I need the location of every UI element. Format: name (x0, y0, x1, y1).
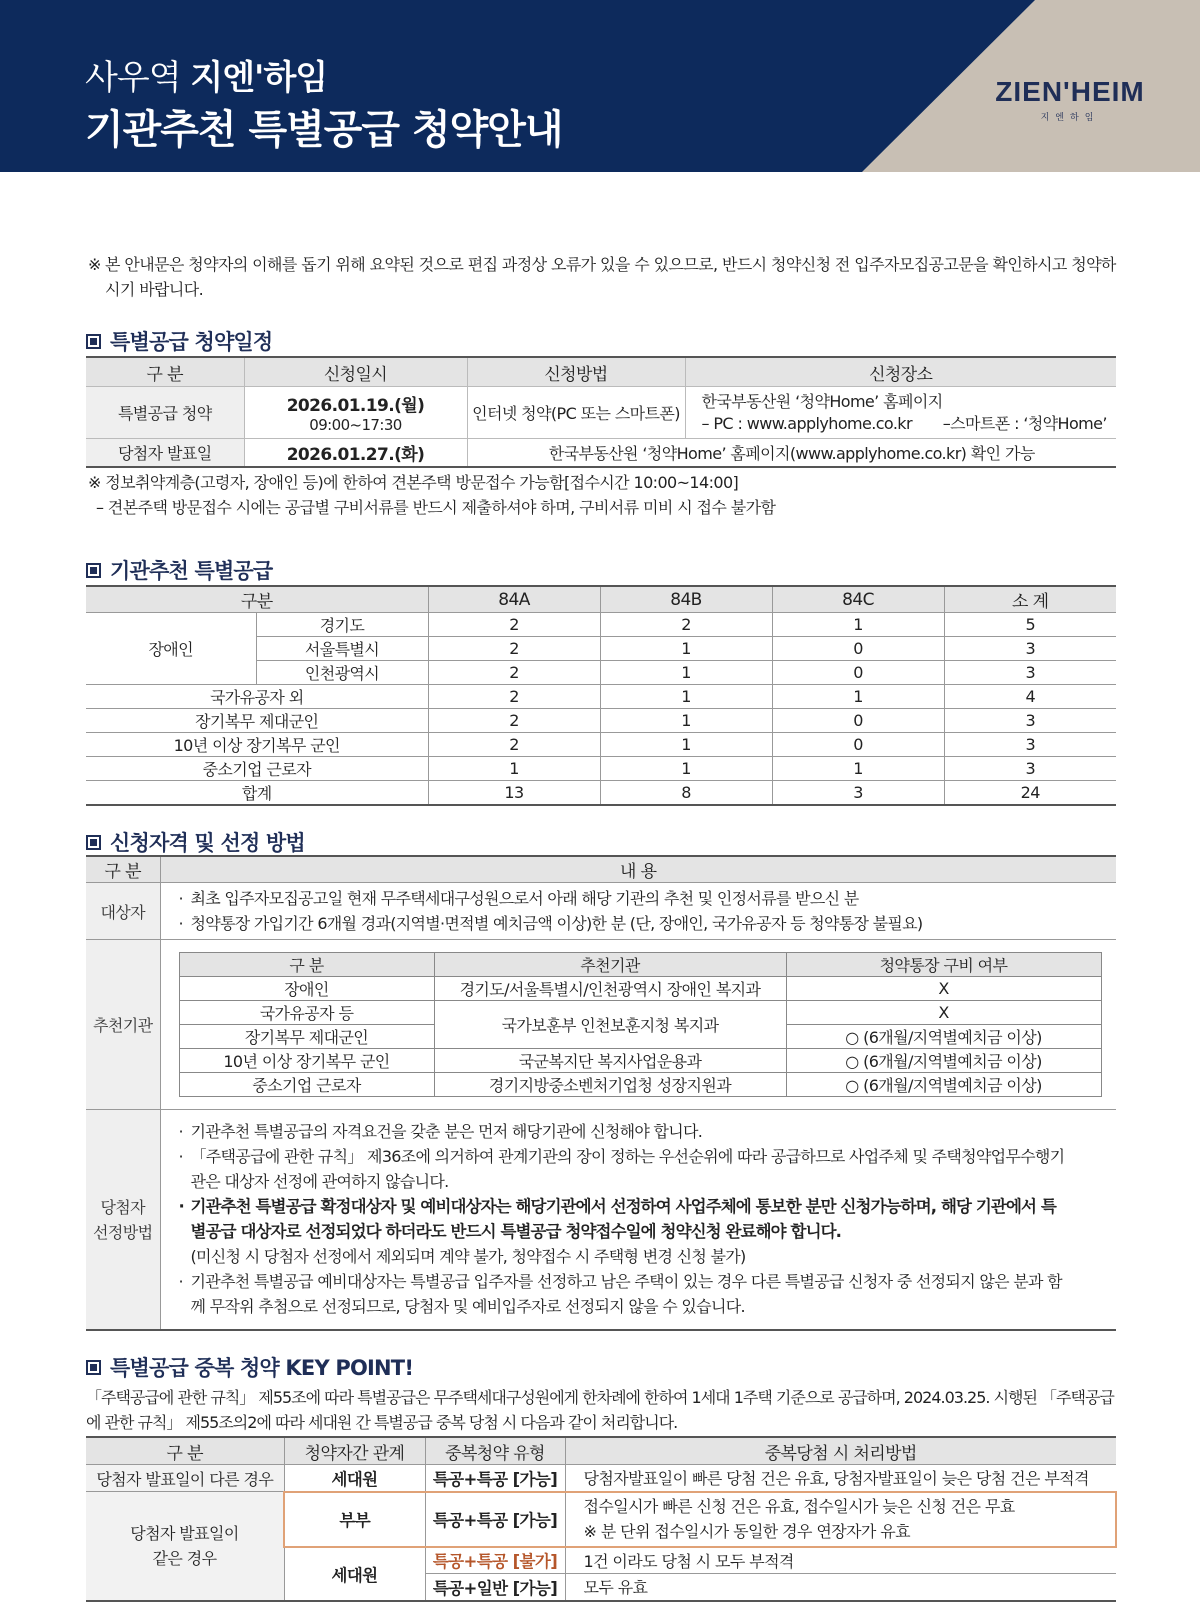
col-header: 소 계 (944, 586, 1116, 613)
target-list (161, 886, 1117, 936)
table-row (86, 613, 1116, 637)
cell-value: 1 (600, 757, 772, 781)
keypoint-intro: 「주택공급에 관한 규칙」 제55조에 따라 특별공급은 무주택세대구성원에게 한차례에 한하여 1세대 1주택 기준으로 공급하며, 2024.03.25. 시행된 「주택공급에 관한 규칙」 제55조의2에 따라 세대원 간 특별공급 중복 당첨 시 다음과 같이 처리합니다. (86, 1388, 1114, 1432)
col-header: 신청방법 (467, 357, 685, 387)
notice-mark: ※ (88, 255, 101, 274)
cell-value: 3 (944, 709, 1116, 733)
apply-datetime-cell (244, 387, 467, 439)
table-row (86, 757, 1116, 781)
schedule-footnote (88, 470, 775, 520)
case-label: 당첨자 발표일이 같은 경우 (86, 1492, 284, 1601)
qualification-table (86, 855, 1116, 1331)
relation-cell: 세대원 (284, 1465, 425, 1492)
section-title: 특별공급 중복 청약 KEY POINT! (110, 1356, 414, 1380)
cell-value: 1 (600, 733, 772, 757)
case-label: 당첨자 발표일이 다른 경우 (86, 1465, 284, 1492)
square-bullet-icon (86, 1360, 101, 1375)
cell-value: 3 (944, 661, 1116, 685)
cell-account: ○ (6개월/지역별예치금 이상) (786, 1025, 1101, 1049)
col-header: 중복당첨 시 처리방법 (565, 1437, 1116, 1465)
cell-value: 0 (772, 661, 944, 685)
cell-value: 2 (428, 661, 600, 685)
apply-place-line: 한국부동산원 ‘청약Home’ 홈페이지 (701, 391, 943, 411)
schedule-table (86, 356, 1116, 468)
apply-time: 09:00~17:30 (309, 416, 402, 434)
section-title: 신청자격 및 선정 방법 (110, 831, 305, 855)
square-bullet-icon (86, 563, 101, 578)
col-header: 구 분 (179, 953, 434, 977)
cell-agency: 국가보훈부 인천보훈지청 복지과 (434, 1001, 786, 1049)
row-label (86, 1110, 160, 1331)
cell-value: 3 (944, 757, 1116, 781)
cell-agency: 경기도/서울특별시/인천광역시 장애인 복지과 (434, 977, 786, 1001)
cell-agency: 경기지방중소벤처기업청 성장지원과 (434, 1073, 786, 1097)
cell-type: 10년 이상 장기복무 군인 (179, 1049, 434, 1073)
section-heading-qualification (86, 827, 305, 857)
keypoint-table (86, 1436, 1117, 1602)
apply-method: 인터넷 청약(PC 또는 스마트폰) (467, 387, 685, 439)
cell-value: 2 (428, 733, 600, 757)
square-bullet-icon (86, 835, 101, 850)
method-cell: 모두 유효 (565, 1574, 1116, 1601)
announce-date: 2026.01.27.(화) (244, 439, 467, 467)
apply-date: 2026.01.19.(월) (286, 396, 425, 416)
col-header: 청약자간 관계 (284, 1437, 425, 1465)
row-label: 대상자 (86, 883, 160, 940)
cell-value: 13 (428, 781, 600, 806)
col-header: 구 분 (86, 1437, 284, 1465)
row-label: 장기복무 제대군인 (86, 709, 428, 733)
cell-value: 3 (944, 637, 1116, 661)
list-item: · 기관추천 특별공급의 자격요건을 갖춘 분은 먼저 해당기관에 신청해야 합니다. (179, 1119, 1067, 1144)
table-row (179, 977, 1101, 1001)
footnote-line: – 견본주택 방문접수 시에는 공급별 구비서류를 반드시 제출하셔야 하며, 구비서류 미비 시 접수 불가함 (96, 498, 776, 517)
cell-value: 5 (944, 613, 1116, 637)
cell-value: 1 (772, 613, 944, 637)
region-label: 인천광역시 (256, 661, 428, 685)
section-title: 특별공급 청약일정 (110, 330, 273, 354)
col-header: 신청일시 (244, 357, 467, 387)
row-label: 중소기업 근로자 (86, 757, 428, 781)
selection-content (160, 1110, 1116, 1331)
title-prefix: 사우역 (85, 58, 181, 98)
col-header: 구 분 (86, 856, 160, 883)
relation-cell: 세대원 (284, 1547, 425, 1601)
row-label-line: 당첨자 (100, 1197, 146, 1217)
col-header: 84B (600, 586, 772, 613)
cell-type: 국가유공자 등 (179, 1001, 434, 1025)
row-label: 국가유공자 외 (86, 685, 428, 709)
cell-value: 2 (428, 685, 600, 709)
cell-value: 2 (428, 637, 600, 661)
brand-logo (985, 76, 1155, 123)
type-cell: 특공+특공 [불가] (425, 1547, 565, 1574)
col-header: 84A (428, 586, 600, 613)
row-label: 10년 이상 장기복무 군인 (86, 733, 428, 757)
list-item: · 「주택공급에 관한 규칙」 제36조에 의거하여 관계기관의 장이 정하는 우선순위에 따라 공급하므로 사업주체 및 주택청약업무수행기관은 대상자 선정에 관여하지 않습니다. (179, 1144, 1067, 1194)
col-header: 구분 (86, 586, 428, 613)
supply-table (86, 585, 1116, 806)
header-banner (0, 0, 1200, 172)
section-heading-schedule (86, 326, 272, 356)
list-note: (미신청 시 당첨자 선정에서 제외되며 계약 불가, 청약접수 시 주택형 변경 신청 불가) (190, 1247, 746, 1266)
table-row (179, 1073, 1101, 1097)
table-row (86, 685, 1116, 709)
square-bullet-icon (86, 334, 101, 349)
region-label: 서울특별시 (256, 637, 428, 661)
row-label: 특별공급 청약 (86, 387, 244, 439)
apply-place-urls: – PC : www.applyhome.co.kr –스마트폰 : ‘청약Home’ (701, 413, 1107, 433)
cell-type: 장애인 (179, 977, 434, 1001)
method-cell: 1건 이라도 당첨 시 모두 부적격 (565, 1547, 1116, 1574)
title-name: 지엔'하임 (190, 58, 328, 98)
cell-value: 3 (944, 733, 1116, 757)
table-row (86, 709, 1116, 733)
row-label-line: 선정방법 (93, 1222, 153, 1242)
table-row (179, 1001, 1101, 1025)
title-line-1 (85, 50, 327, 99)
cell-value: 0 (772, 733, 944, 757)
page-title: 기관추천 특별공급 청약안내 (85, 107, 563, 153)
cell-value: 24 (944, 781, 1116, 806)
table-row (86, 733, 1116, 757)
row-label: 당첨자 발표일 (86, 439, 244, 467)
method-line: ※ 분 단위 접수일시가 동일한 경우 연장자가 유효 (583, 1522, 910, 1541)
cell-account: ○ (6개월/지역별예치금 이상) (786, 1073, 1101, 1097)
method-cell: 당첨자발표일이 빠른 당첨 건은 유효, 당첨자발표일이 늦은 당첨 건은 부적격 (565, 1465, 1116, 1492)
cell-value: 0 (772, 709, 944, 733)
cell-value: 4 (944, 685, 1116, 709)
col-header: 중복청약 유형 (425, 1437, 565, 1465)
method-line: 접수일시가 빠른 신청 건은 유효, 접수일시가 늦은 신청 건은 무효 (583, 1497, 1015, 1516)
type-cell: 특공+특공 [가능] (425, 1492, 565, 1547)
section-heading-supply (86, 555, 272, 585)
target-content (160, 883, 1116, 940)
logo-subtext: 지엔하임 (1040, 113, 1100, 123)
list-item: · 최초 입주자모집공고일 현재 무주택세대구성원으로서 아래 해당 기관의 추천 및 인정서류를 받으신 분 (179, 886, 1117, 911)
col-header: 신청장소 (685, 357, 1116, 387)
table-row (179, 1049, 1101, 1073)
agency-table (179, 952, 1102, 1097)
agency-content (160, 940, 1116, 1110)
list-item: · 기관추천 특별공급 예비대상자는 특별공급 입주자를 선정하고 남은 주택이 있는 경우 다른 특별공급 신청자 중 선정되지 않은 분과 함께 무작위 추첨으로 선정되므로, 당첨자 및 예비입주자로 선정되지 않을 수 있습니다. (179, 1269, 1067, 1319)
cell-value: 1 (600, 709, 772, 733)
list-item: · 청약통장 가입기간 6개월 경과(지역별·면적별 예치금액 이상)한 분 (단, 장애인, 국가유공자 등 청약통장 불필요) (179, 911, 1117, 936)
apply-place-cell (685, 387, 1116, 439)
cell-account: ○ (6개월/지역별예치금 이상) (786, 1049, 1101, 1073)
section-heading-keypoint (86, 1352, 413, 1382)
type-cell: 특공+일반 [가능] (425, 1574, 565, 1601)
announce-info: 한국부동산원 ‘청약Home’ 홈페이지(www.applyhome.co.kr) 확인 가능 (467, 439, 1116, 467)
cell-value: 8 (600, 781, 772, 806)
cell-value: 2 (600, 613, 772, 637)
cell-value: 1 (772, 685, 944, 709)
cell-value: 1 (428, 757, 600, 781)
relation-cell: 부부 (284, 1492, 425, 1547)
cell-value: 0 (772, 637, 944, 661)
selection-list (161, 1119, 1117, 1319)
col-header: 84C (772, 586, 944, 613)
cell-account: X (786, 1001, 1101, 1025)
cell-value: 1 (600, 661, 772, 685)
cell-type: 장기복무 제대군인 (179, 1025, 434, 1049)
section-title: 기관추천 특별공급 (110, 559, 273, 583)
method-cell (565, 1492, 1116, 1547)
region-label: 경기도 (256, 613, 428, 637)
row-label: 추천기관 (86, 940, 160, 1110)
cell-value: 3 (772, 781, 944, 806)
col-header: 구 분 (86, 357, 244, 387)
notice (88, 252, 1118, 302)
cell-value: 1 (600, 637, 772, 661)
row-label: 합계 (86, 781, 428, 806)
cell-value: 1 (772, 757, 944, 781)
cell-account: X (786, 977, 1101, 1001)
total-row (86, 781, 1116, 806)
col-header: 추천기관 (434, 953, 786, 977)
list-item-emphasis: · 기관추천 특별공급 확정대상자 및 예비대상자는 해당기관에서 선정하여 사업주체에 통보한 분만 신청가능하며, 해당 기관에서 특별공급 대상자로 선정되었다 하더라도 반드시 특별공급 청약접수일에 청약신청 완료해야 합니다. (179, 1194, 1067, 1244)
cell-value: 2 (428, 709, 600, 733)
type-cell: 특공+특공 [가능] (425, 1465, 565, 1492)
highlight-row (86, 1492, 1116, 1547)
notice-text: 본 안내문은 청약자의 이해를 돕기 위해 요약된 것으로 편집 과정상 오류가 있을 수 있으므로, 반드시 청약신청 전 입주자모집공고문을 확인하시고 청약하시기 바랍니다. (105, 255, 1116, 299)
table-row (86, 1465, 1116, 1492)
col-header: 내 용 (160, 856, 1116, 883)
cell-type: 중소기업 근로자 (179, 1073, 434, 1097)
cell-agency: 국군복지단 복지사업운용과 (434, 1049, 786, 1073)
footnote-line: ※ 정보취약계층(고령자, 장애인 등)에 한하여 견본주택 방문접수 가능함[접수시간 10:00~14:00] (88, 473, 739, 492)
logo-wordmark: ZIEN'HEIM (995, 76, 1145, 107)
group-label: 장애인 (86, 613, 256, 685)
cell-value: 1 (600, 685, 772, 709)
col-header: 청약통장 구비 여부 (786, 953, 1101, 977)
cell-value: 2 (428, 613, 600, 637)
